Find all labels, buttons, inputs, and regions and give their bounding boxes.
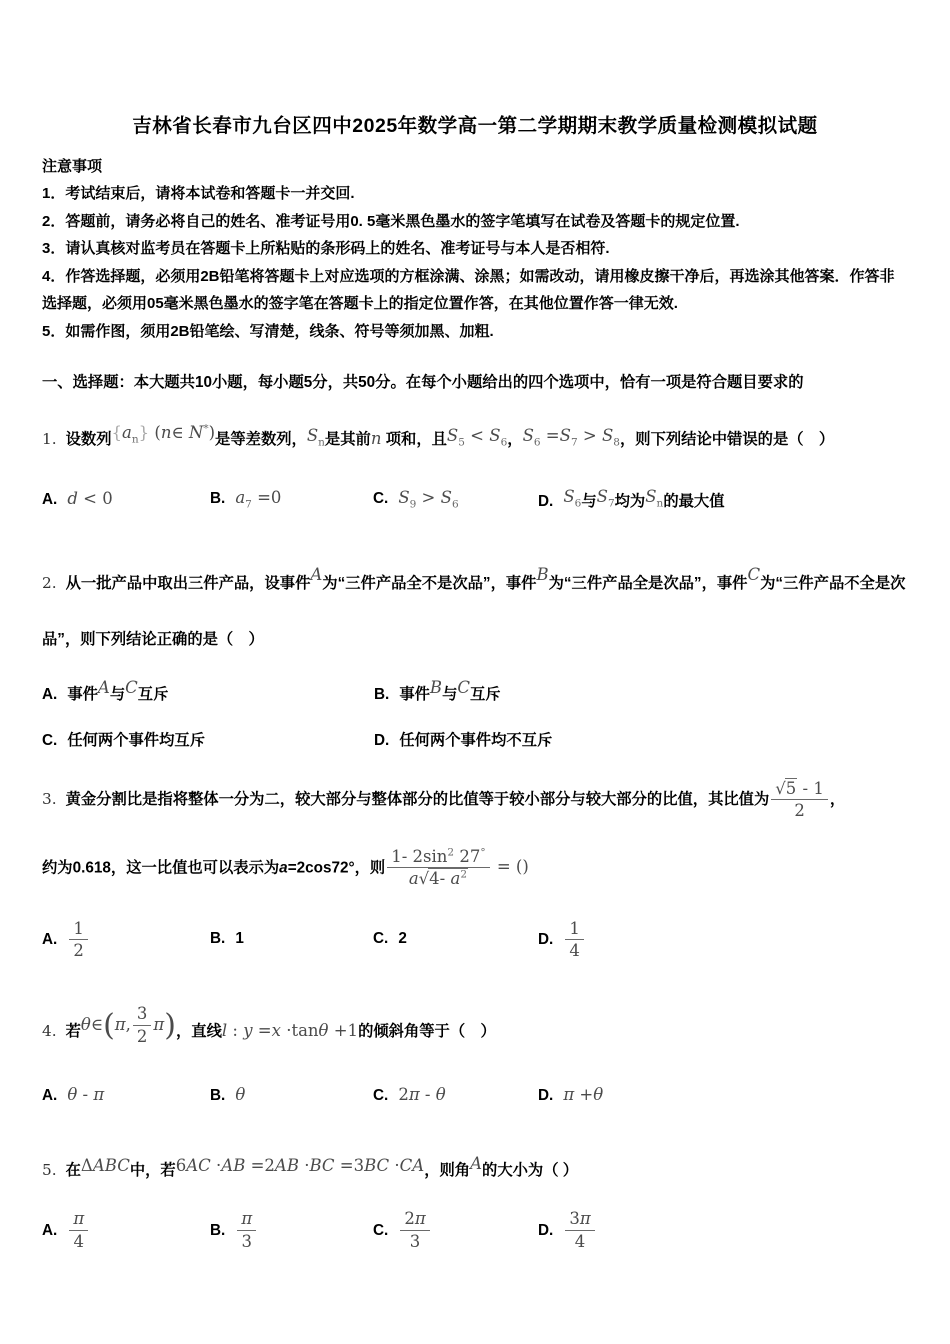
page-title: 吉林省长春市九台区四中2025年数学高一第二学期期末教学质量检测模拟试题: [132, 115, 818, 137]
option-a: [42, 918, 210, 962]
option-label: D.: [538, 930, 554, 948]
question-text: 从一批产品中取出三件产品，设事件A为“三件产品全不是次品”，事件B为“三件产品全是次品”，事件C为“三件产品不全是次品”，则下列结论正确的是（ ）: [42, 564, 906, 648]
notes-heading: 注意事项: [42, 158, 103, 175]
question-4-stem: [42, 1003, 908, 1047]
option-label: B.: [210, 1221, 226, 1239]
option-content: $\frac{\pi}{4}$: [67, 1222, 90, 1239]
option-label: D.: [538, 492, 554, 510]
question-3-options: [42, 918, 908, 962]
option-a: [42, 489, 210, 509]
question-number: 4.: [42, 1021, 57, 1040]
question-5-stem: [42, 1149, 908, 1186]
option-content: $\frac{1}{2}$: [67, 931, 90, 948]
option-label: C.: [373, 1221, 389, 1239]
option-content: θ - π: [67, 1085, 105, 1105]
option-content: 2: [398, 930, 407, 948]
notes-section: [42, 154, 908, 345]
question-3-stem: [42, 778, 908, 822]
question-text: 设数列$\{a_n\}$ (n∈ N*)是等差数列，$S_n$是其前n 项和，且$S_5 < S_6$，$S_6 =S_7 > S_8$，则下列结论中错误的是（ ）: [65, 422, 835, 448]
option-content: $\frac{1}{4}$: [563, 931, 586, 948]
option-content: $S_6$与$S_7$均为$S_n$的最大值: [563, 486, 725, 510]
option-content: 1: [235, 930, 244, 948]
question-number: 1.: [42, 429, 57, 448]
option-b: [210, 930, 373, 948]
option-content: $\frac{2\pi}{3}$: [398, 1222, 431, 1239]
option-label: B.: [210, 930, 226, 948]
option-label: C.: [373, 1087, 389, 1105]
option-c: [373, 1085, 538, 1105]
option-label: A.: [42, 1087, 58, 1105]
option-d: [538, 1208, 908, 1252]
option-c: [373, 488, 538, 510]
option-c: [42, 728, 374, 750]
option-a: [42, 1208, 210, 1252]
question-5-options: [42, 1208, 908, 1252]
question-1-stem: [42, 413, 908, 457]
question-1: [42, 413, 908, 511]
option-label: A.: [42, 685, 58, 703]
option-content: 事件A与C互斥: [67, 677, 169, 703]
option-content: $S_9 > S_6$: [398, 487, 459, 510]
option-label: B.: [210, 1087, 226, 1105]
option-b: [374, 678, 908, 704]
question-4-options: [42, 1085, 908, 1105]
option-content: θ: [235, 1085, 246, 1105]
note-item: 2．答题前，请务必将自己的姓名、准考证号用0. 5毫米黑色墨水的签字笔填写在试卷及答题卡的规定位置.: [42, 212, 740, 230]
question-text: 若θ∈(π, $\frac{3}{2}$ π)，直线l : y =x ·tanθ +1的倾斜角等于（ ）: [65, 1004, 496, 1046]
option-a: [42, 678, 374, 704]
option-a: [42, 1085, 210, 1105]
note-item: 3．请认真核对监考员在答题卡上所粘贴的条形码上的姓名、准考证号与本人是否相符.: [42, 240, 610, 257]
option-d: [538, 487, 908, 511]
note-item: 1．考试结束后，请将本试卷和答题卡一并交回.: [42, 185, 355, 202]
option-label: B.: [210, 489, 226, 507]
option-label: C.: [373, 930, 389, 948]
option-c: [373, 1208, 538, 1252]
option-label: B.: [374, 685, 390, 703]
question-4: [42, 1003, 908, 1105]
note-item: 5．如需作图，须用2B铅笔绘、写清楚，线条、符号等须加黑、加粗.: [42, 322, 494, 340]
question-text: 在ΔABC中，若6AC ·AB =2AB ·BC =3BC ·CA，则角A的大小为（ ）: [65, 1154, 579, 1180]
option-label: A.: [42, 930, 58, 948]
question-number: 3.: [42, 790, 57, 809]
option-content: 任何两个事件均不互斥: [399, 731, 553, 749]
option-content: $\frac{3\pi}{4}$: [563, 1222, 596, 1239]
option-b: [210, 488, 373, 510]
question-2-stem: [42, 547, 908, 668]
question-text: 黄金分割比是指将整体一分为二，较大部分与整体部分的比值等于较小部分与较大部分的比值，其比值为 $\frac{√5 - 1}{2}$ ，: [65, 778, 846, 821]
option-label: D.: [538, 1221, 554, 1239]
option-content: 任何两个事件均互斥: [67, 731, 205, 749]
question-3: [42, 778, 908, 962]
section-heading: 一、选择题：本大题共10小题，每小题5分，共50分。在每个小题给出的四个选项中，恰有一项是符合题目要求的: [42, 374, 804, 391]
question-3-stem-line2: 约为0.618，这一比值也可以表示为a=2cos72°，则 $\frac{1- 2\sin^2 27^\circ}{a√4- a^2}$ = (): [42, 846, 529, 889]
question-2: [42, 547, 908, 750]
question-5: [42, 1149, 908, 1252]
question-2-options: [42, 678, 908, 750]
question-number: 2.: [42, 573, 57, 592]
option-label: A.: [42, 1221, 58, 1239]
question-1-options: [42, 487, 908, 511]
note-item: 4．作答选择题，必须用2B铅笔将答题卡上对应选项的方框涂满、涂黑；如需改动，请用橡皮擦干净后，再选涂其他答案．作答非选择题，必须用05毫米黑色墨水的签字笔在答题卡上的指定位置作答，在其他位置作答一律无效.: [42, 267, 895, 312]
option-content: 事件B与C互斥: [399, 677, 501, 703]
option-content: $\frac{\pi}{3}$: [235, 1222, 258, 1239]
option-content: π +θ: [563, 1085, 604, 1105]
option-d: [374, 728, 908, 750]
option-label: C.: [42, 731, 58, 749]
option-label: D.: [374, 731, 390, 749]
option-content: d < 0: [67, 488, 113, 508]
option-b: [210, 1208, 373, 1252]
question-number: 5.: [42, 1161, 57, 1180]
option-content: 2π - θ: [398, 1085, 446, 1105]
option-d: [538, 918, 908, 962]
option-d: [538, 1085, 908, 1105]
option-content: $a_7 =0$: [235, 487, 282, 510]
option-c: [373, 930, 538, 948]
option-label: C.: [373, 489, 389, 507]
option-label: D.: [538, 1087, 554, 1105]
option-b: [210, 1085, 373, 1105]
option-label: A.: [42, 490, 58, 508]
